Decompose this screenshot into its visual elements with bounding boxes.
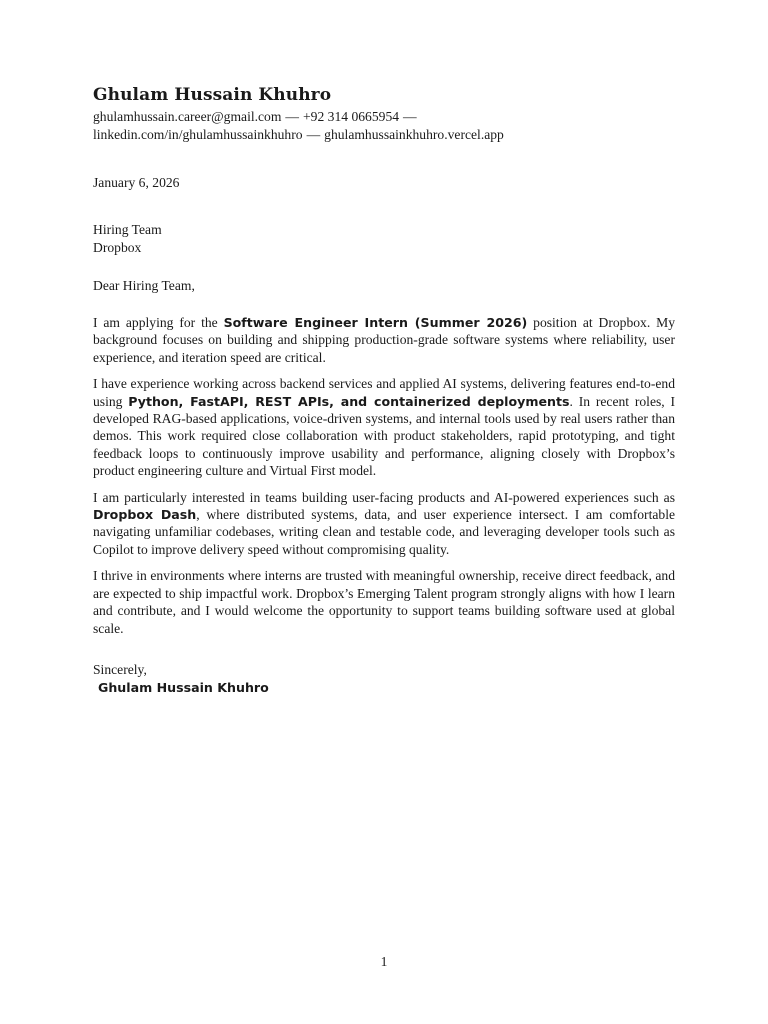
applicant-name-heading: Ghulam Hussain Khuhro: [93, 85, 332, 105]
phone-number: +92 314 0665954: [303, 109, 400, 124]
contact-line-1: [93, 108, 675, 126]
page-number: 1: [380, 954, 388, 969]
body-paragraph-2: [93, 375, 675, 479]
paragraph-text: , where distributed systems, data, and user experience intersect. I am comfortable navigating unfamiliar codebases, writing clean and testable code, and leveraging developer tools such as Copilot to improve delivery speed without compromising quality.: [93, 507, 675, 557]
paragraph-text: I am particularly interested in teams building user-facing products and AI-powered experiences such as: [93, 489, 675, 505]
contact-separator: —: [403, 109, 417, 124]
product-highlight: Dropbox Dash: [93, 507, 197, 523]
recipient-line-1: Hiring Team: [93, 222, 162, 237]
paragraph-text: I am applying for the: [93, 315, 224, 330]
paragraph-text: position at Dropbox. My background focuses on building and shipping production-grade software systems where reliability, user experience, and iteration speed are critical.: [93, 315, 676, 365]
cover-letter-page: [93, 82, 675, 697]
role-title-highlight: Software Engineer Intern (Summer 2026): [223, 315, 528, 330]
letter-date: January 6, 2026: [93, 175, 180, 190]
linkedin-url: linkedin.com/in/ghulamhussainkhuhro: [93, 127, 303, 142]
body-paragraph-1: [93, 314, 675, 366]
signature-name: Ghulam Hussain Khuhro: [98, 679, 269, 695]
recipient-block: [93, 221, 675, 257]
tech-stack-highlight: Python, FastAPI, REST APIs, and containerized deployments: [128, 393, 570, 409]
salutation: Dear Hiring Team,: [93, 278, 195, 293]
website-url: ghulamhussainkhuhro.vercel.app: [324, 127, 504, 142]
contact-separator: —: [306, 127, 321, 142]
closing: Sincerely,: [93, 661, 147, 677]
body-paragraph-3: [93, 489, 675, 559]
paragraph-text: . In recent roles, I developed RAG-based applications, voice-driven systems, and internal tools used by real users rather than demos. This work required close collaboration with product stakeholders, rapid prototyping, and tight feedback loops to continuously improve usability and performance, aligning closely with Dropbox’s product engineering culture and Virtual First model.: [93, 393, 676, 479]
recipient-line-2: Dropbox: [93, 240, 142, 255]
contact-separator: —: [285, 109, 300, 124]
contact-line-2: [93, 126, 675, 144]
body-paragraph-4: I thrive in environments where interns are trusted with meaningful ownership, receive direct feedback, and are expected to ship impactful work. Dropbox’s Emerging Talent program strongly aligns with how I learn and contribute, and I would welcome the opportunity to support teams building software used at global scale.: [93, 568, 675, 636]
email-address: ghulamhussain.career@gmail.com: [93, 109, 282, 124]
paragraph-text: I have experience working across backend services and applied AI systems, delivering features end-to-end using: [93, 376, 675, 409]
